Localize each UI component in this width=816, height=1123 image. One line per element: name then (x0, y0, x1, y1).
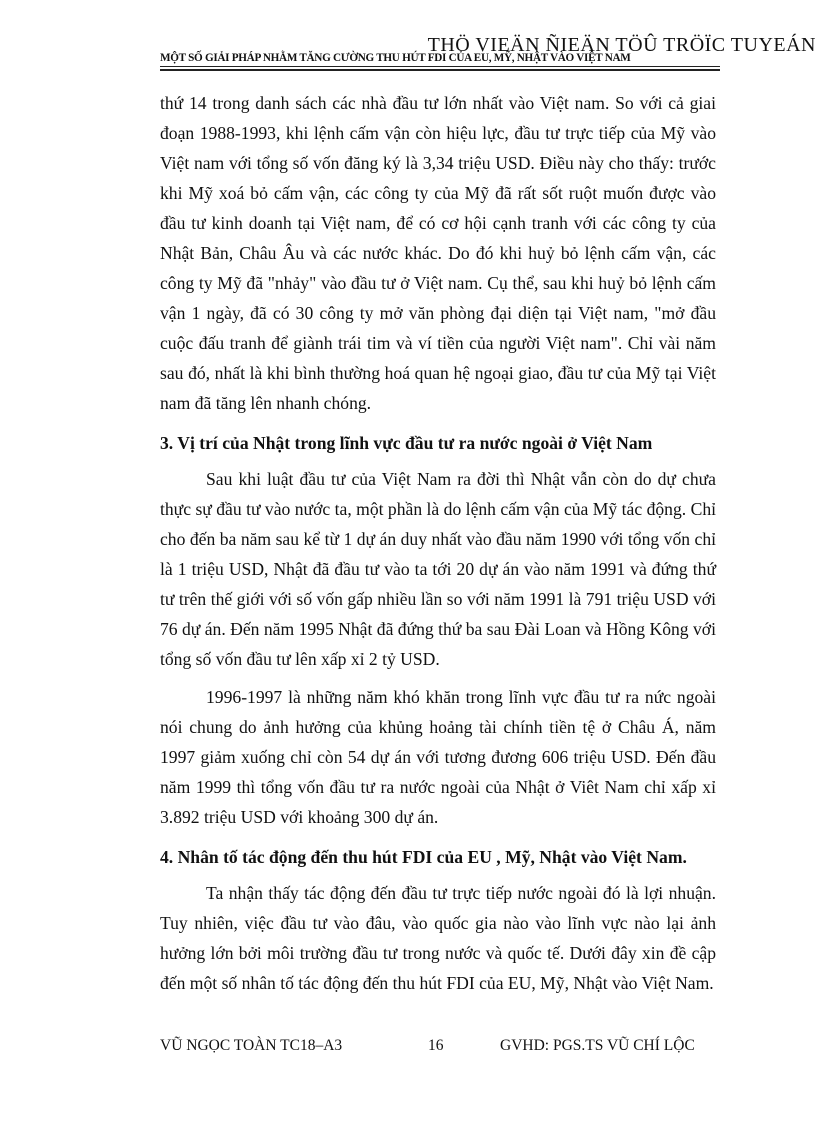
header-rule-thick (160, 69, 720, 71)
page-footer (160, 1037, 720, 1059)
watermark: THÖ VIEÄN ÑIEÄN TÖÛ TRÖÏC TUYEÁN (427, 34, 816, 56)
paragraph: Ta nhận thấy tác động đến đầu tư trực tiếp nước ngoài đó là lợi nhuận. Tuy nhiên, việc đầu tư vào đâu, vào quốc gia nào vào lĩnh vực nào lại ảnh hưởng lớn bởi môi trường đầu tư trong nước và quốc tế. Dưới đây xin đề cập đến một số nhân tố tác động đến thu hút FDI của EU, Mỹ, Nhật vào Việt Nam. (160, 883, 716, 993)
section-heading-3: 3. Vị trí của Nhật trong lĩnh vực đầu tư ra nước ngoài ở Việt Nam (160, 433, 653, 453)
running-header: MỘT SỐ GIẢI PHÁP NHẰM TĂNG CƯỜNG THU HÚT FDI CỦA EU, MỸ, NHẬT VÀO VIỆT NAM (160, 52, 631, 64)
footer-advisor: GVHD: PGS.TS VŨ CHÍ LỘC (500, 1037, 695, 1054)
paragraph: thứ 14 trong danh sách các nhà đầu tư lớn nhất vào Việt nam. So với cả giai đoạn 1988-1993, khi lệnh cấm vận còn hiệu lực, đầu tư trực tiếp của Mỹ vào Việt nam với tổng số vốn đăng ký là 3,34 triệu USD. Điều này cho thấy: trước khi Mỹ xoá bỏ cấm vận, các công ty của Mỹ đã rất sốt ruột muốn được vào đầu tư kinh doanh tại Việt nam, để có cơ hội cạnh tranh với các công ty của Nhật Bản, Châu Âu và các nước khác. Do đó khi huỷ bỏ lệnh cấm vận, các công ty Mỹ đã "nhảy" vào đầu tư ở Việt nam. Cụ thể, sau khi huỷ bỏ lệnh cấm vận 1 ngày, đã có 30 công ty mở văn phòng đại diện tại Việt nam, "mở đầu cuộc đấu tranh để giành trái tim và ví tiền của người Việt nam". Chỉ vài năm sau đó, nhất là khi bình thường hoá quan hệ ngoại giao, đầu tư của Mỹ tại Việt nam đã tăng lên nhanh chóng. (160, 93, 716, 413)
page-number: 16 (428, 1037, 444, 1054)
section-heading-4: 4. Nhân tố tác động đến thu hút FDI của EU , Mỹ, Nhật vào Việt Nam. (160, 847, 687, 867)
paragraph: 1996-1997 là những năm khó khăn trong lĩnh vực đầu tư ra nức ngoài nói chung do ảnh hưởng của khủng hoảng tài chính tiền tệ ở Châu Á, năm 1997 giảm xuống chỉ còn 54 dự án với tương đương 606 triệu USD. Đến đầu năm 1999 thì tổng vốn đầu tư ra nước ngoài của Nhật ở Viêt Nam chỉ xấp xỉ 3.892 triệu USD với khoảng 300 dự án. (160, 687, 716, 827)
header-rule (160, 66, 720, 67)
document-body (160, 88, 716, 998)
footer-author: VŨ NGỌC TOÀN TC18–A3 (160, 1037, 343, 1054)
paragraph: Sau khi luật đầu tư của Việt Nam ra đời thì Nhật vẫn còn do dự chưa thực sự đầu tư vào nước ta, một phần là do lệnh cấm vận của Mỹ tác động. Chỉ cho đến ba năm sau kể từ 1 dự án duy nhất vào đầu năm 1990 với tổng vốn chỉ là 1 triệu USD, Nhật đã đầu tư vào ta tới 20 dự án vào năm 1991 và đứng thứ tư trên thế giới với số vốn gấp nhiều lần so với năm 1991 là 791 triệu USD với 76 dự án. Đến năm 1995 Nhật đã đứng thứ ba sau Đài Loan và Hồng Kông với tổng số vốn đầu tư lên xấp xỉ 2 tỷ USD. (160, 469, 716, 669)
